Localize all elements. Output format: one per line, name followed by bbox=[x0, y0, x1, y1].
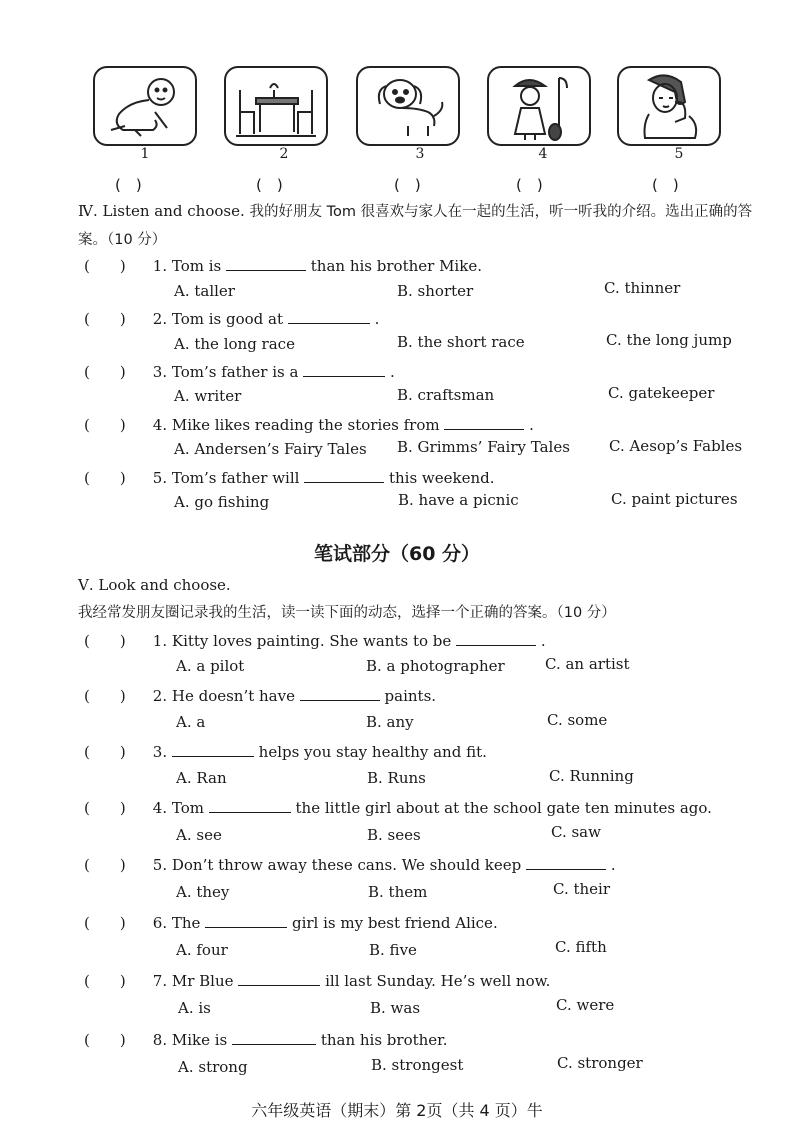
question-row bbox=[84, 912, 498, 933]
option-c: C. gatekeeper bbox=[608, 384, 715, 402]
answer-blank bbox=[304, 470, 384, 483]
dining-table-icon bbox=[224, 66, 328, 146]
picture-number: 3 bbox=[415, 146, 425, 162]
question-stem: 3. Tom’s father is a bbox=[152, 363, 299, 381]
option-a: A. see bbox=[176, 826, 222, 844]
section-5-heading-cn: 我经常发朋友圈记录我的生活，读一读下面的动态，选择一个正确的答案。（10 分） bbox=[78, 605, 616, 621]
question-stem-tail: . bbox=[610, 856, 616, 874]
question-stem-tail: than his brother Mike. bbox=[310, 257, 482, 275]
option-c: C. Running bbox=[549, 767, 634, 785]
answer-blank bbox=[209, 800, 291, 813]
page-footer: 六年级英语（期末）第 2页（共 4 页）牛 bbox=[251, 1101, 543, 1120]
question-stem-tail: this weekend. bbox=[388, 469, 495, 487]
question-stem-tail: paints. bbox=[384, 687, 437, 705]
option-a: A. a bbox=[176, 713, 206, 731]
answer-paren[interactable]: ( ) bbox=[84, 687, 126, 705]
section-4-heading bbox=[78, 198, 768, 254]
option-b: B. the short race bbox=[397, 333, 525, 351]
option-c: C. stronger bbox=[557, 1054, 643, 1072]
question-row bbox=[84, 741, 487, 762]
option-b: B. craftsman bbox=[397, 386, 495, 404]
question-stem-tail: than his brother. bbox=[320, 1031, 448, 1049]
option-a: A. strong bbox=[178, 1058, 248, 1076]
question-row bbox=[84, 797, 712, 818]
option-b: B. a photographer bbox=[366, 657, 505, 675]
girl-with-cat-icon bbox=[487, 66, 591, 146]
answer-paren[interactable]: ( ) bbox=[84, 469, 126, 487]
option-a: A. they bbox=[176, 883, 230, 901]
answer-paren[interactable]: ( ) bbox=[84, 632, 126, 650]
option-a: A. taller bbox=[174, 282, 235, 300]
question-row bbox=[84, 361, 395, 382]
answer-paren[interactable]: ( ) bbox=[84, 799, 126, 817]
written-part-title: 笔试部分（60 分） bbox=[313, 543, 481, 565]
picture-number: 1 bbox=[140, 146, 150, 162]
option-c: C. an artist bbox=[545, 655, 630, 673]
question-row bbox=[84, 854, 616, 875]
section-4-heading-cn: 我的好朋友 Tom 很喜欢与家人在一起的生活，听一听我的介绍。选出正确的答案。（10 分） bbox=[78, 204, 753, 248]
question-row bbox=[84, 630, 546, 651]
answer-paren[interactable]: ( ) bbox=[84, 743, 126, 761]
answer-paren[interactable]: ( ) bbox=[84, 856, 126, 874]
question-stem: 1. Kitty loves painting. She wants to be bbox=[152, 632, 452, 650]
answer-blank bbox=[205, 915, 287, 928]
answer-paren[interactable]: ( ) bbox=[84, 257, 126, 275]
option-b: B. Runs bbox=[367, 769, 426, 787]
answer-blank bbox=[526, 857, 606, 870]
picture-row bbox=[0, 66, 794, 196]
section-5-heading bbox=[78, 572, 768, 627]
question-stem-tail: girl is my best friend Alice. bbox=[291, 914, 498, 932]
question-stem-tail: . bbox=[529, 416, 534, 434]
question-stem: 5. Don’t throw away these cans. We should keep bbox=[152, 856, 522, 874]
question-stem: 4. Tom bbox=[152, 799, 204, 817]
option-c: C. fifth bbox=[555, 938, 607, 956]
answer-paren[interactable]: ( ) bbox=[84, 914, 126, 932]
option-c: C. paint pictures bbox=[611, 490, 738, 508]
question-stem-tail: the little girl about at the school gate ten minutes ago. bbox=[295, 799, 712, 817]
answer-blank bbox=[456, 633, 536, 646]
answer-paren[interactable]: ( ) bbox=[256, 176, 283, 194]
question-row bbox=[84, 255, 482, 276]
question-stem: 2. Tom is good at bbox=[152, 310, 283, 328]
option-c: C. saw bbox=[551, 823, 601, 841]
answer-paren[interactable]: ( ) bbox=[84, 1031, 126, 1049]
question-stem: 4. Mike likes reading the stories from bbox=[152, 416, 440, 434]
option-b: B. have a picnic bbox=[398, 491, 519, 509]
question-row bbox=[84, 970, 550, 991]
option-a: A. a pilot bbox=[176, 657, 245, 675]
answer-blank bbox=[226, 258, 306, 271]
option-b: B. was bbox=[370, 999, 421, 1017]
answer-paren[interactable]: ( ) bbox=[516, 176, 543, 194]
answer-paren[interactable]: ( ) bbox=[394, 176, 421, 194]
question-stem-tail: helps you stay healthy and fit. bbox=[258, 743, 487, 761]
option-c: C. thinner bbox=[604, 279, 681, 297]
option-c: C. Aesop’s Fables bbox=[609, 437, 743, 455]
question-row bbox=[84, 685, 436, 706]
answer-paren[interactable]: ( ) bbox=[115, 176, 142, 194]
answer-blank bbox=[232, 1032, 316, 1045]
option-b: B. shorter bbox=[397, 282, 474, 300]
question-stem-tail: . bbox=[374, 310, 380, 328]
picture-number: 4 bbox=[538, 146, 548, 162]
option-a: A. the long race bbox=[174, 335, 295, 353]
answer-paren[interactable]: ( ) bbox=[84, 310, 126, 328]
option-a: A. go fishing bbox=[174, 493, 270, 511]
option-c: C. their bbox=[553, 880, 611, 898]
question-row bbox=[84, 414, 534, 435]
picture-number: 5 bbox=[674, 146, 684, 162]
option-a: A. Ran bbox=[176, 769, 227, 787]
question-row bbox=[84, 308, 379, 329]
question-stem-tail: . bbox=[540, 632, 546, 650]
option-b: B. them bbox=[368, 883, 428, 901]
option-a: A. is bbox=[178, 999, 211, 1017]
question-stem: 7. Mr Blue bbox=[152, 972, 234, 990]
answer-blank bbox=[303, 364, 385, 377]
answer-paren[interactable]: ( ) bbox=[84, 363, 126, 381]
question-stem: 5. Tom’s father will bbox=[152, 469, 300, 487]
question-row bbox=[84, 1029, 447, 1050]
option-c: C. some bbox=[547, 711, 608, 729]
answer-blank bbox=[172, 744, 254, 757]
option-b: B. strongest bbox=[371, 1056, 464, 1074]
picture-number: 2 bbox=[279, 146, 289, 162]
option-a: A. four bbox=[176, 941, 228, 959]
baby-crawling-icon bbox=[93, 66, 197, 146]
question-stem: 1. Tom is bbox=[152, 257, 222, 275]
option-b: B. Grimms’ Fairy Tales bbox=[397, 438, 570, 456]
answer-blank bbox=[444, 417, 524, 430]
option-b: B. sees bbox=[367, 826, 421, 844]
question-row bbox=[84, 467, 495, 488]
question-stem-tail: . bbox=[389, 363, 395, 381]
option-b: B. any bbox=[366, 713, 414, 731]
answer-paren[interactable]: ( ) bbox=[84, 972, 126, 990]
answer-paren[interactable]: ( ) bbox=[84, 416, 126, 434]
question-stem: 3. bbox=[152, 743, 168, 761]
option-b: B. five bbox=[369, 941, 417, 959]
section-4-heading-en: Ⅳ. Listen and choose. bbox=[78, 202, 245, 220]
question-stem: 8. Mike is bbox=[152, 1031, 228, 1049]
answer-blank bbox=[238, 973, 320, 986]
dog-icon bbox=[356, 66, 460, 146]
option-a: A. Andersen’s Fairy Tales bbox=[174, 440, 367, 458]
option-c: C. were bbox=[556, 996, 615, 1014]
answer-blank bbox=[300, 688, 380, 701]
section-5-heading-en: Ⅴ. Look and choose. bbox=[78, 576, 231, 594]
answer-paren[interactable]: ( ) bbox=[652, 176, 679, 194]
answer-blank bbox=[288, 311, 370, 324]
option-c: C. the long jump bbox=[606, 331, 732, 349]
question-stem: 6. The bbox=[152, 914, 201, 932]
question-stem: 2. He doesn’t have bbox=[152, 687, 295, 705]
tired-girl-icon bbox=[617, 66, 721, 146]
question-stem-tail: ill last Sunday. He’s well now. bbox=[325, 972, 551, 990]
option-a: A. writer bbox=[174, 387, 242, 405]
